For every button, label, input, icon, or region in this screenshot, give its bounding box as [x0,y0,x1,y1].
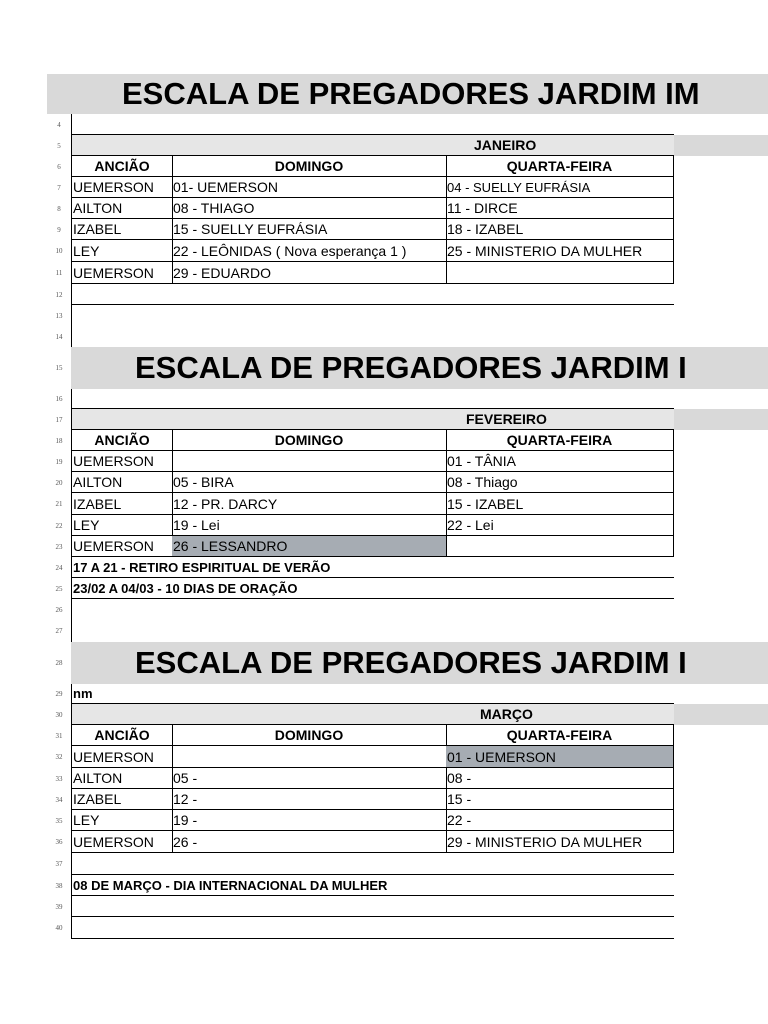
header-domingo: DOMINGO [172,725,447,746]
row-26: 26 [47,599,768,620]
cell-quarta[interactable]: 22 - [446,810,674,831]
cell-anciao[interactable]: LEY [71,240,173,262]
cell-domingo[interactable]: 15 - SUELLY EUFRÁSIA [172,219,447,240]
table-row: 20 AILTON 05 - BIRA 08 - Thiago [47,472,768,493]
cell-quarta[interactable]: 08 - Thiago [446,472,674,493]
title-row-1 [47,74,768,114]
row-5-month: 5 JANEIRO [47,135,768,156]
row-13: 13 [47,305,768,326]
table-row: 22 LEY 19 - Lei 22 - Lei [47,515,768,536]
header-anciao: ANCIÃO [71,430,173,451]
row-4: 4 [47,114,768,135]
row-16: 16 [47,389,768,409]
note-nm[interactable]: nm [71,684,674,704]
table-row: 36 UEMERSON 26 - 29 - MINISTERIO DA MULHER [47,831,768,853]
table-row: 7 UEMERSON 01- UEMERSON 04 - SUELLY EUFRÁSIA [47,177,768,198]
cell-domingo[interactable]: 19 - [172,810,447,831]
row-39: 39 [47,896,768,917]
cell-quarta[interactable] [446,262,674,284]
cell-quarta[interactable]: 25 - MINISTERIO DA MULHER [446,240,674,262]
cell-domingo[interactable]: 08 - THIAGO [172,198,447,219]
row-27: 27 [47,620,768,642]
cell-anciao[interactable]: LEY [71,810,173,831]
row-38-note: 38 08 DE MARÇO - DIA INTERNACIONAL DA MULHER [47,875,768,896]
row-12: 12 [47,284,768,305]
cell-quarta[interactable]: 15 - IZABEL [446,493,674,515]
cell-anciao[interactable]: AILTON [71,472,173,493]
row-40: 40 [47,917,768,939]
cell-domingo[interactable]: 22 - LEÔNIDAS ( Nova esperança 1 ) [172,240,447,262]
page-title-1: ESCALA DE PREGADORES JARDIM IM [122,76,700,111]
cell-domingo[interactable]: 12 - [172,789,447,810]
cell-domingo[interactable]: 26 - [172,831,447,853]
cell-anciao[interactable]: UEMERSON [71,177,173,198]
cell-quarta-highlighted[interactable]: 01 - UEMERSON [446,746,674,768]
row-31-headers: 31 ANCIÃO DOMINGO QUARTA-FEIRA [47,725,768,746]
row-37: 37 [47,853,768,875]
table-row: 11 UEMERSON 29 - EDUARDO [47,262,768,284]
title-row-3: 28 ESCALA DE PREGADORES JARDIM I [47,642,768,684]
cell-quarta[interactable]: 15 - [446,789,674,810]
table-row: 19 UEMERSON 01 - TÂNIA [47,451,768,472]
table-row: 32 UEMERSON 01 - UEMERSON [47,746,768,768]
header-quarta: QUARTA-FEIRA [446,725,674,746]
cell-domingo[interactable]: 12 - PR. DARCY [172,493,447,515]
cell-domingo[interactable] [172,451,447,472]
row-25-note: 25 23/02 A 04/03 - 10 DIAS DE ORAÇÃO [47,578,768,599]
row-30-month: 30 MARÇO [47,704,768,725]
cell-anciao[interactable]: IZABEL [71,789,173,810]
cell-domingo[interactable]: 29 - EDUARDO [172,262,447,284]
header-domingo: DOMINGO [172,430,447,451]
cell-anciao[interactable]: UEMERSON [71,536,173,557]
header-quarta: QUARTA-FEIRA [446,430,674,451]
header-quarta: QUARTA-FEIRA [446,156,674,177]
cell-domingo[interactable]: 19 - Lei [172,515,447,536]
cell-anciao[interactable]: IZABEL [71,493,173,515]
month-label-february: FEVEREIRO [71,409,674,430]
table-row: 23 UEMERSON 26 - LESSANDRO [47,536,768,557]
cell-domingo[interactable]: 01- UEMERSON [172,177,447,198]
table-row: 8 AILTON 08 - THIAGO 11 - DIRCE [47,198,768,219]
cell-quarta[interactable]: 04 - SUELLY EUFRÁSIA [446,177,674,198]
cell-anciao[interactable]: IZABEL [71,219,173,240]
cell-domingo[interactable]: 05 - [172,768,447,789]
header-domingo: DOMINGO [172,156,447,177]
cell-quarta[interactable]: 01 - TÂNIA [446,451,674,472]
cell-anciao[interactable]: UEMERSON [71,746,173,768]
cell-domingo[interactable]: 05 - BIRA [172,472,447,493]
row-14: 14 [47,326,768,347]
page-title-2: ESCALA DE PREGADORES JARDIM I [135,350,687,385]
cell-quarta[interactable]: 08 - [446,768,674,789]
cell-quarta[interactable]: 22 - Lei [446,515,674,536]
row-18-headers: 18 ANCIÃO DOMINGO QUARTA-FEIRA [47,430,768,451]
title-row-2: 15 ESCALA DE PREGADORES JARDIM I [47,347,768,389]
note-dia-mulher[interactable]: 08 DE MARÇO - DIA INTERNACIONAL DA MULHER [71,875,674,896]
page-title-3: ESCALA DE PREGADORES JARDIM I [135,645,687,680]
note-retiro[interactable]: 17 A 21 - RETIRO ESPIRITUAL DE VERÃO [71,557,674,578]
month-label-march: MARÇO [71,704,674,725]
month-label-january: JANEIRO [71,135,674,156]
header-anciao: ANCIÃO [71,725,173,746]
cell-domingo-highlighted[interactable]: 26 - LESSANDRO [172,536,447,557]
table-row: 33 AILTON 05 - 08 - [47,768,768,789]
cell-quarta[interactable]: 29 - MINISTERIO DA MULHER [446,831,674,853]
header-anciao: ANCIÃO [71,156,173,177]
table-row: 21 IZABEL 12 - PR. DARCY 15 - IZABEL [47,493,768,515]
cell-anciao[interactable]: UEMERSON [71,451,173,472]
row-24-note: 24 17 A 21 - RETIRO ESPIRITUAL DE VERÃO [47,557,768,578]
row-29: 29 nm [47,684,768,704]
note-dias-oracao[interactable]: 23/02 A 04/03 - 10 DIAS DE ORAÇÃO [71,578,674,599]
table-row: 35 LEY 19 - 22 - [47,810,768,831]
table-row: 10 LEY 22 - LEÔNIDAS ( Nova esperança 1 ) 25 - MINISTERIO DA MULHER [47,240,768,262]
cell-anciao[interactable]: LEY [71,515,173,536]
table-row: 9 IZABEL 15 - SUELLY EUFRÁSIA 18 - IZABEL [47,219,768,240]
table-row: 34 IZABEL 12 - 15 - [47,789,768,810]
row-17-month: 17 FEVEREIRO [47,409,768,430]
cell-anciao[interactable]: UEMERSON [71,831,173,853]
cell-domingo[interactable] [172,746,447,768]
cell-anciao[interactable]: UEMERSON [71,262,173,284]
cell-quarta[interactable]: 18 - IZABEL [446,219,674,240]
cell-anciao[interactable]: AILTON [71,198,173,219]
cell-anciao[interactable]: AILTON [71,768,173,789]
cell-quarta[interactable] [446,536,674,557]
row-6-headers: 6 ANCIÃO DOMINGO QUARTA-FEIRA [47,156,768,177]
cell-quarta[interactable]: 11 - DIRCE [446,198,674,219]
